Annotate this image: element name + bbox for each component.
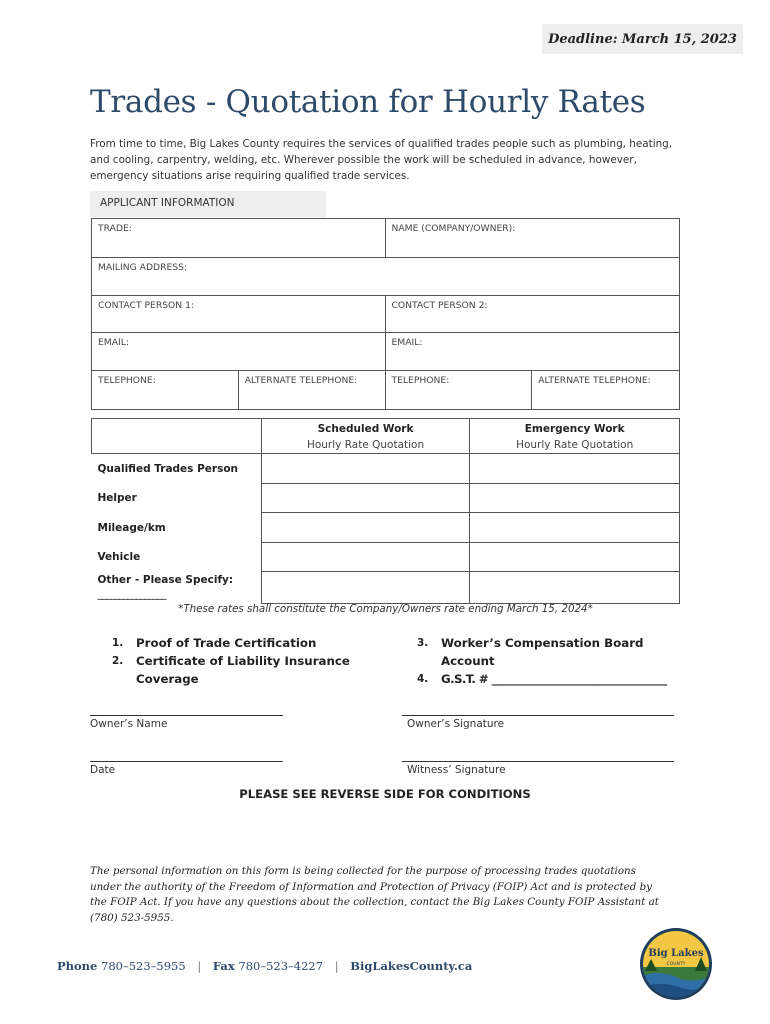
contact-person-1-label: CONTACT PERSON 1: [98, 300, 195, 311]
owner-signature-label: Owner’s Signature [407, 718, 505, 730]
alt-telephone-1-field[interactable] [238, 371, 385, 410]
reverse-side-notice: PLEASE SEE REVERSE SIDE FOR CONDITIONS [239, 787, 531, 801]
requirement-item [112, 634, 362, 652]
emergency-work-title: Emergency Work [524, 423, 625, 435]
intro-paragraph: From time to time, Big Lakes County requires the services of qualified trades people such as plumbing, heating, and cooling, carpentry, welding, etc. Wherever possible the work will be scheduled in advance, however, emergency situations arise requiring qualified trade services. [90, 138, 673, 182]
vehicle-emergency-input[interactable] [470, 543, 680, 572]
mailing-address-label: MAILING ADDRESS: [98, 262, 188, 273]
footer-separator: | [334, 959, 339, 973]
fax-number: 780–523–4227 [238, 959, 324, 973]
row-label-mileage: Mileage/km [97, 521, 166, 534]
helper-emergency-input[interactable] [470, 484, 680, 513]
requirement-number: 2. [112, 655, 124, 667]
contact-person-2-field[interactable] [385, 296, 680, 333]
qualified-emergency-input[interactable] [470, 454, 680, 484]
scheduled-work-subtitle: Hourly Rate Quotation [306, 439, 425, 451]
rates-corner-cell [92, 419, 262, 454]
requirement-number: 3. [417, 637, 429, 649]
other-emergency-input[interactable] [470, 572, 680, 604]
contact-person-2-label: CONTACT PERSON 2: [391, 300, 488, 311]
website-link[interactable]: BigLakesCounty.ca [350, 959, 473, 973]
requirements-list-right [417, 634, 682, 688]
mailing-address-field[interactable] [92, 258, 680, 296]
mileage-emergency-input[interactable] [470, 513, 680, 543]
footer-separator: | [197, 959, 202, 973]
telephone-2-field[interactable] [385, 371, 532, 410]
scheduled-work-header [261, 419, 470, 454]
foip-notice: The personal information on this form is being collected for the purpose of processing trades quotations under the authority of the Freedom of Information and Protection of Privacy (FOIP) Act and is protected by the FOIP Act. If you have any questions about the collection, contact the Big Lakes County FOIP Assistant at (780) 523-5955. [90, 865, 659, 924]
date-line[interactable] [90, 761, 283, 762]
emergency-work-subtitle: Hourly Rate Quotation [516, 439, 634, 451]
scheduled-work-title: Scheduled Work [317, 423, 414, 435]
emergency-work-header [470, 419, 680, 454]
deadline-banner: Deadline: March 15, 2023 [542, 24, 743, 54]
footer-contact [57, 959, 472, 973]
trade-field[interactable] [92, 219, 386, 258]
phone-number[interactable]: 780–523–5955 [101, 959, 186, 973]
requirements-list-left [112, 634, 362, 688]
owner-name-label: Owner’s Name [90, 718, 168, 730]
date-label: Date [90, 764, 116, 776]
qualified-scheduled-input[interactable] [261, 454, 470, 484]
requirement-text: Certificate of Liability Insurance Coverage [136, 654, 350, 686]
requirement-item [112, 652, 362, 688]
other-scheduled-input[interactable] [261, 572, 470, 604]
alt-telephone-1-label: ALTERNATE TELEPHONE: [244, 375, 358, 386]
other-specify-label: Other - Please Specify: [97, 573, 234, 586]
row-label-vehicle: Vehicle [97, 551, 141, 563]
phone-label: Phone [57, 959, 98, 973]
owner-name-line[interactable] [90, 715, 283, 716]
requirement-text: Proof of Trade Certification [136, 636, 317, 650]
requirement-number: 1. [112, 637, 124, 649]
requirement-text: Worker’s Compensation Board Account [441, 636, 644, 668]
witness-signature-label: Witness’ Signature [407, 764, 506, 776]
email-1-label: EMAIL: [98, 337, 129, 348]
requirement-number: 4. [417, 673, 429, 685]
row-label-other [92, 572, 262, 604]
alt-telephone-2-field[interactable] [532, 371, 680, 410]
page-title: Trades - Quotation for Hourly Rates [90, 84, 646, 120]
alt-telephone-2-label: ALTERNATE TELEPHONE: [538, 375, 651, 386]
email-1-field[interactable] [92, 333, 386, 371]
row-label-helper: Helper [97, 492, 137, 504]
telephone-2-label: TELEPHONE: [391, 375, 450, 386]
helper-scheduled-input[interactable] [261, 484, 470, 513]
company-name-label: NAME (COMPANY/OWNER): [391, 223, 516, 234]
big-lakes-county-logo [639, 925, 713, 1003]
rates-note: *These rates shall constitute the Company/Owners rate ending March 15, 2024* [178, 603, 593, 615]
contact-person-1-field[interactable] [92, 296, 386, 333]
requirement-item [417, 634, 682, 670]
owner-signature-line[interactable] [402, 715, 674, 716]
mileage-scheduled-input[interactable] [261, 513, 470, 543]
logo-text-line2: COUNTY [666, 962, 686, 967]
logo-text-line1: Big Lakes [648, 948, 704, 959]
requirement-item [417, 670, 682, 688]
requirement-text: G.S.T. # _________________________________ [441, 672, 667, 686]
telephone-1-label: TELEPHONE: [98, 375, 156, 386]
hourly-rates-table [91, 418, 680, 604]
telephone-1-field[interactable] [92, 371, 239, 410]
other-specify-line[interactable]: ________________ [97, 587, 166, 600]
witness-signature-line[interactable] [402, 761, 674, 762]
fax-label: Fax [212, 959, 235, 973]
company-name-field[interactable] [385, 219, 680, 258]
applicant-section-title: APPLICANT INFORMATION [90, 191, 326, 217]
vehicle-scheduled-input[interactable] [261, 543, 470, 572]
email-2-field[interactable] [385, 333, 680, 371]
trade-label: TRADE: [98, 223, 132, 234]
row-label-qualified: Qualified Trades Person [97, 462, 239, 475]
email-2-label: EMAIL: [391, 337, 423, 348]
applicant-info-table [91, 218, 680, 410]
